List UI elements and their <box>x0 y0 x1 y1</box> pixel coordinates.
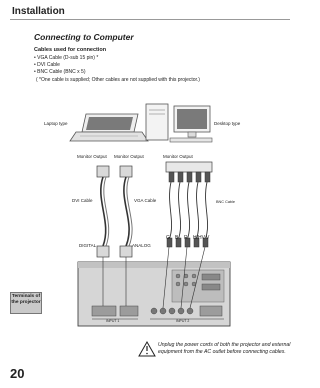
digital-label: DIGITAL <box>79 243 97 248</box>
bnc-pin-v: V <box>206 235 210 241</box>
analog-label: ANALOG <box>132 243 151 248</box>
vga-cable <box>120 166 132 257</box>
monitor-output-label-3: Monitor Output <box>163 154 193 159</box>
bnc-pin-g: G <box>166 235 170 241</box>
warning-icon <box>139 342 155 356</box>
bnc-pin-hhv: H/HV <box>193 235 205 241</box>
dvi-cable-label: DVI Cable <box>72 198 93 203</box>
page-number: 20 <box>10 366 25 381</box>
caution-text: Unplug the power cords of both the projector and external equipment from the AC outlet before connecting cables. <box>158 342 291 355</box>
section-header: Installation <box>12 6 65 17</box>
section-title: Connecting to Computer <box>34 32 134 42</box>
laptop-label: Laptop type <box>44 121 68 126</box>
laptop-illustration <box>70 114 148 141</box>
cables-heading: Cables used for connection <box>34 47 107 53</box>
desktop-illustration <box>146 104 212 142</box>
bnc-cable-label: BNC Cable <box>216 200 235 204</box>
cable-item-dvi: • DVI Cable <box>34 62 60 68</box>
bnc-pin-b: B <box>175 235 179 241</box>
monitor-output-label-1: Monitor Output <box>77 154 107 159</box>
cable-item-bnc: • BNC Cable (BNC x 5) <box>34 69 86 75</box>
bnc-pin-r: R <box>184 235 188 241</box>
projector-panel <box>78 262 230 326</box>
cable-item-vga: • VGA Cable (D-sub 15 pin) * <box>34 55 99 61</box>
vga-cable-label: VGA Cable <box>134 198 157 203</box>
cables-note: ( *One cable is supplied; Other cables are not supplied with this projector.) <box>36 77 200 83</box>
desktop-label: Desktop type <box>214 121 241 126</box>
dvi-cable <box>97 166 109 257</box>
input2-label: INPUT 2 <box>176 319 190 323</box>
monitor-output-label-2: Monitor Output <box>114 154 144 159</box>
terminals-callout: Terminals of the projector <box>10 292 42 314</box>
input1-label: INPUT 1 <box>106 319 120 323</box>
